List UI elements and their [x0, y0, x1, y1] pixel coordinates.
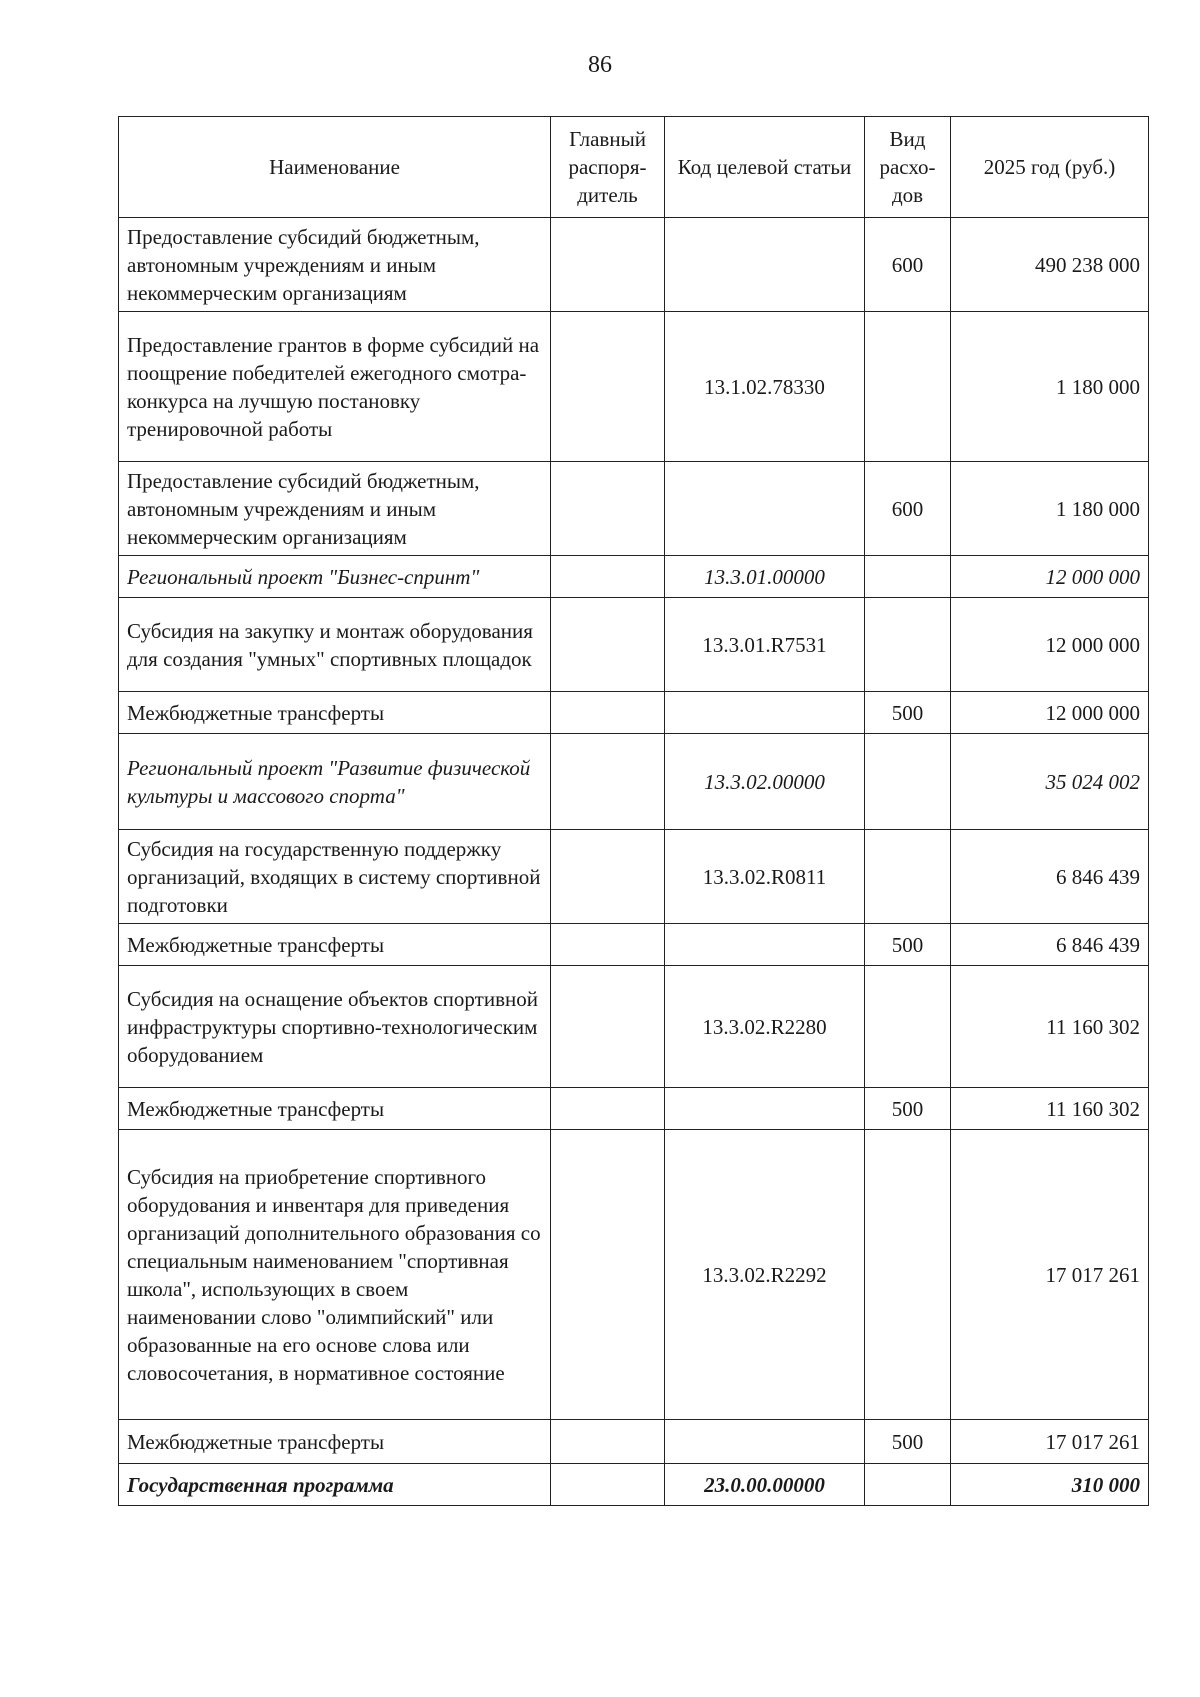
cell-sum: 1 180 000	[951, 462, 1149, 556]
cell-code: 13.3.02.00000	[665, 734, 865, 830]
cell-admin	[551, 1464, 665, 1506]
cell-admin	[551, 830, 665, 924]
cell-code: 23.0.00.00000	[665, 1464, 865, 1506]
cell-admin	[551, 598, 665, 692]
cell-sum: 310 000	[951, 1464, 1149, 1506]
table-row	[119, 598, 1149, 692]
cell-sum: 11 160 302	[951, 1088, 1149, 1130]
header-code: Код целевой статьи	[665, 117, 865, 218]
cell-sum: 490 238 000	[951, 218, 1149, 312]
cell-kind	[865, 830, 951, 924]
header-kind: Вид расхо-дов	[865, 117, 951, 218]
cell-admin	[551, 1420, 665, 1464]
cell-name: Субсидия на приобретение спортивного оборудования и инвентаря для приведения организаций дополнительного образования со специальным наименованием "спортивная школа", использующих в своем наименовании слово "олимпийский" или образованные на его основе слова или словосочетания, в нормативное состояние	[119, 1130, 551, 1420]
header-name: Наименование	[119, 117, 551, 218]
cell-kind	[865, 1130, 951, 1420]
cell-name: Государственная программа	[119, 1464, 551, 1506]
cell-sum: 1 180 000	[951, 312, 1149, 462]
page-number: 86	[588, 52, 612, 78]
cell-admin	[551, 966, 665, 1088]
table-row	[119, 218, 1149, 312]
cell-code: 13.3.01.R7531	[665, 598, 865, 692]
cell-kind	[865, 598, 951, 692]
table-row	[119, 312, 1149, 462]
cell-code	[665, 1088, 865, 1130]
cell-kind: 500	[865, 692, 951, 734]
cell-admin	[551, 556, 665, 598]
cell-name: Субсидия на государственную поддержку организаций, входящих в систему спортивной подготовки	[119, 830, 551, 924]
cell-admin	[551, 734, 665, 830]
table-row	[119, 1420, 1149, 1464]
cell-kind: 500	[865, 1420, 951, 1464]
table-row	[119, 734, 1149, 830]
cell-code	[665, 462, 865, 556]
cell-sum: 12 000 000	[951, 556, 1149, 598]
cell-sum: 17 017 261	[951, 1420, 1149, 1464]
cell-sum: 35 024 002	[951, 734, 1149, 830]
table-row	[119, 1130, 1149, 1420]
cell-name: Региональный проект "Развитие физической культуры и массового спорта"	[119, 734, 551, 830]
cell-name: Предоставление субсидий бюджетным, автономным учреждениям и иным некоммерческим организациям	[119, 462, 551, 556]
cell-code	[665, 692, 865, 734]
cell-kind: 500	[865, 924, 951, 966]
cell-admin	[551, 924, 665, 966]
cell-name: Межбюджетные трансферты	[119, 692, 551, 734]
cell-admin	[551, 312, 665, 462]
cell-admin	[551, 692, 665, 734]
table-row	[119, 1464, 1149, 1506]
cell-kind	[865, 966, 951, 1088]
cell-name: Межбюджетные трансферты	[119, 1088, 551, 1130]
cell-name: Межбюджетные трансферты	[119, 924, 551, 966]
cell-kind: 500	[865, 1088, 951, 1130]
cell-name: Региональный проект "Бизнес-спринт"	[119, 556, 551, 598]
cell-code: 13.3.02.R0811	[665, 830, 865, 924]
cell-name: Субсидия на оснащение объектов спортивной инфраструктуры спортивно-технологическим оборудованием	[119, 966, 551, 1088]
cell-admin	[551, 462, 665, 556]
table-row	[119, 966, 1149, 1088]
cell-name: Субсидия на закупку и монтаж оборудования для создания "умных" спортивных площадок	[119, 598, 551, 692]
budget-table	[118, 116, 1149, 1506]
cell-sum: 11 160 302	[951, 966, 1149, 1088]
cell-kind	[865, 734, 951, 830]
header-row	[119, 117, 1149, 218]
cell-kind: 600	[865, 218, 951, 312]
cell-kind	[865, 556, 951, 598]
cell-kind	[865, 312, 951, 462]
cell-name: Предоставление субсидий бюджетным, автономным учреждениям и иным некоммерческим организациям	[119, 218, 551, 312]
cell-kind: 600	[865, 462, 951, 556]
cell-admin	[551, 1088, 665, 1130]
table-row	[119, 924, 1149, 966]
cell-name: Предоставление грантов в форме субсидий на поощрение победителей ежегодного смотра-конкурса на лучшую постановку тренировочной работы	[119, 312, 551, 462]
table-row	[119, 830, 1149, 924]
cell-sum: 17 017 261	[951, 1130, 1149, 1420]
cell-admin	[551, 1130, 665, 1420]
cell-kind	[865, 1464, 951, 1506]
cell-sum: 6 846 439	[951, 924, 1149, 966]
table-row	[119, 692, 1149, 734]
cell-code	[665, 1420, 865, 1464]
table-row	[119, 1088, 1149, 1130]
cell-sum: 6 846 439	[951, 830, 1149, 924]
cell-name: Межбюджетные трансферты	[119, 1420, 551, 1464]
table-row	[119, 556, 1149, 598]
cell-code: 13.3.02.R2292	[665, 1130, 865, 1420]
cell-code	[665, 218, 865, 312]
cell-sum: 12 000 000	[951, 598, 1149, 692]
cell-code: 13.3.02.R2280	[665, 966, 865, 1088]
cell-code	[665, 924, 865, 966]
cell-code: 13.3.01.00000	[665, 556, 865, 598]
cell-code: 13.1.02.78330	[665, 312, 865, 462]
header-admin: Главный распоря-дитель	[551, 117, 665, 218]
cell-admin	[551, 218, 665, 312]
table-row	[119, 462, 1149, 556]
cell-sum: 12 000 000	[951, 692, 1149, 734]
header-sum: 2025 год (руб.)	[951, 117, 1149, 218]
